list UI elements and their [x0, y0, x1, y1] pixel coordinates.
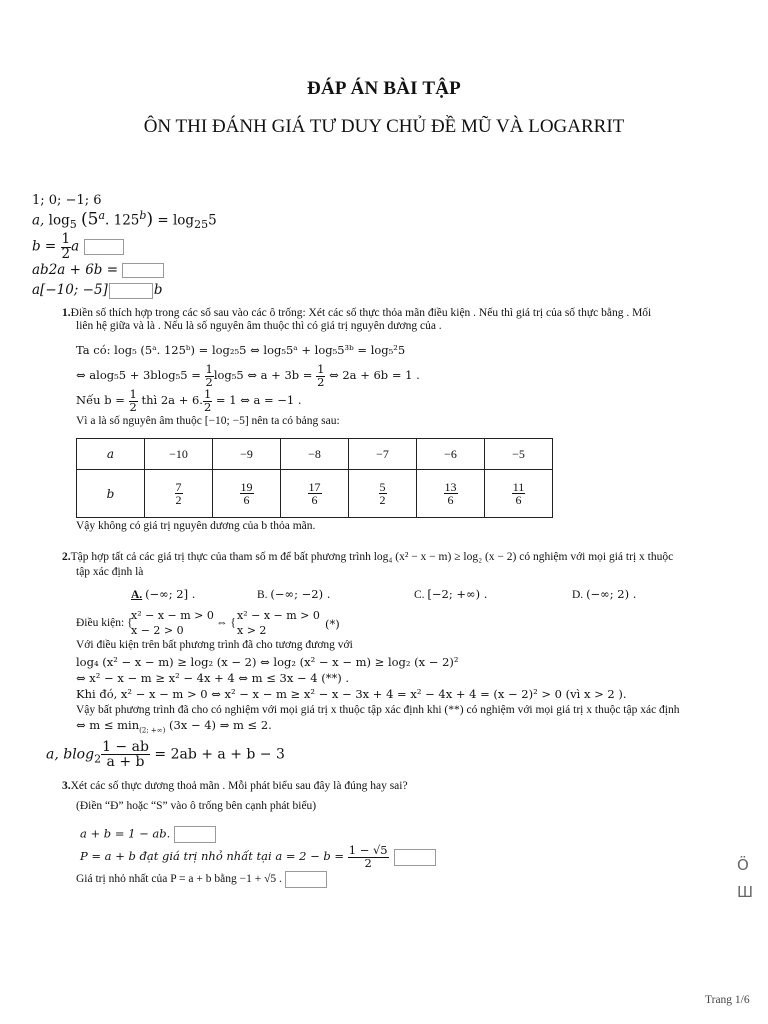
table-cell-a: −8 [281, 439, 349, 470]
question-1-text-line2: liên hệ giữa và là . Nếu là số nguyên âm thuộc thì có giá trị nguyên dương của . [76, 320, 442, 332]
table-row-b [77, 470, 553, 518]
answer-box-1[interactable] [84, 239, 124, 255]
q2-solution-line6: ⇔ $m \le \min_{(2; +\infty)} (3x - 4)$ ⇒ m ≤ 2. [76, 718, 272, 735]
q2-condition-system-2: x² − x − m > 0 x > 2 [237, 609, 320, 637]
q2-option-a[interactable]: A. (−∞; 2] . [131, 587, 196, 601]
question-2-text-line1: 2.Tập hợp tất cả các giá trị thực của tham số m để bất phương trình log₄ (x² − x − m) ≥ log₂ (x − 2) có nghiệm với mọi giá trị x thuộc [62, 551, 674, 563]
cloze-line-a: a, $\log_5 (5^a$. $125^b) = \log_{25}5$ [32, 209, 217, 232]
cloze-line-b: b = $\frac{1}{2}$ a [32, 233, 124, 261]
q1-solution-line2: ⇔ alog₅5 + 3blog₅5 = $\frac{1}{2}$ log₅5 ⇔ a + 3b = $\frac{1}{2}$ ⇔ 2a + 6b = 1 . [76, 362, 420, 389]
question-3-text-line2: (Điền “Đ” hoặc “S” vào ô trống bên cạnh phát biểu) [76, 800, 317, 812]
table-cell-b: $\frac{7}{2}$ [145, 470, 213, 518]
q3-statement-1: a + b = 1 − ab. [80, 826, 216, 843]
q1-solution-line1: Ta có: log₅ (5ᵃ. 125ᵇ) = log₂₅5 ⇔ log₅5ᵃ + log₅5³ᵇ = log₅²5 [76, 343, 406, 357]
answer-box-3[interactable] [109, 283, 153, 299]
cloze-values-line: 1; 0; −1; 6 [32, 193, 102, 208]
q2-condition-star: (*) [325, 617, 340, 631]
page-number: Trang 1/6 [705, 994, 750, 1006]
question-2-text-line2: tập xác định là [76, 566, 144, 578]
q2-condition-equivalent: ⇔ { [216, 617, 236, 629]
document-subtitle: ÔN THI ĐÁNH GIÁ TƯ DUY CHỦ ĐỀ MŨ VÀ LOGARRIT [143, 116, 625, 137]
table-cell-b: $\frac{11}{6}$ [485, 470, 553, 518]
q3-statement-2: P = a + b đạt giá trị nhỏ nhất tại a = 2 − b = $\frac{1 - √5}{2}$ [80, 845, 436, 869]
table-cell-b: $\frac{13}{6}$ [417, 470, 485, 518]
table-cell-b: $\frac{19}{6}$ [213, 470, 281, 518]
table-row-label-b: b [77, 470, 145, 518]
answer-box-2[interactable] [122, 263, 164, 278]
q2-solution-line3: ⇔ x² − x − m ≥ x² − 4x + 4 ⇔ m ≤ 3x − 4 (**) . [76, 671, 350, 685]
table-row-label-a: a [77, 439, 145, 470]
table-cell-b: $\frac{5}{2}$ [349, 470, 417, 518]
q3-answer-box-1[interactable] [174, 826, 216, 843]
cloze-line-interval: a[−10; −5] b [32, 282, 163, 298]
q2-condition-system-1: x² − x − m > 0 x − 2 > 0 [131, 609, 214, 637]
table-row-a [77, 439, 553, 470]
q3-answer-box-3[interactable] [285, 871, 327, 888]
table-cell-a: −7 [349, 439, 417, 470]
q2-option-c[interactable]: C. [−2; +∞) . [414, 587, 488, 601]
table-cell-a: −5 [485, 439, 553, 470]
table-cell-b: $\frac{17}{6}$ [281, 470, 349, 518]
question-3-text-line1: 3.Xét các số thực dương thoả mãn . Mỗi phát biểu sau đây là đúng hay sai? [62, 780, 408, 792]
a-b-value-table [76, 438, 553, 518]
document-title: ĐÁP ÁN BÀI TẬP [307, 78, 461, 99]
q3-statement-3: Giá trị nhỏ nhất của P = a + b bằng −1 + √5 . [76, 871, 327, 888]
q1-solution-line4: Vì a là số nguyên âm thuộc [−10; −5] nên ta có bảng sau: [76, 415, 340, 427]
table-cell-a: −6 [417, 439, 485, 470]
q2-option-b[interactable]: B. (−∞; −2) . [257, 587, 331, 601]
q2-option-d[interactable]: D. (−∞; 2) . [572, 587, 637, 601]
table-cell-a: −10 [145, 439, 213, 470]
q2-solution-line1: Với điều kiện trên bất phương trình đã cho tương đương với [76, 639, 353, 651]
q2-solution-line4: Khi đó, x² − x − m > 0 ⇔ x² − x − m ≥ x² − x − 3x + 4 = x² − 4x + 4 = (x − 2)² > 0 (vì x > 2 ). [76, 687, 627, 701]
q2-solution-line2: log₄ (x² − x − m) ≥ log₂ (x − 2) ⇔ log₂ (x² − x − m) ≥ log₂ (x − 2)² [76, 655, 459, 669]
side-mark-1: Ö [737, 856, 749, 874]
q2-condition-label: Điều kiện: { [76, 617, 133, 629]
cloze-line-c: a, blog$_2$ $\frac{1 - ab}{a + b}$ = 2ab + a + b − 3 [46, 739, 285, 770]
q1-solution-line3: Nếu b = $\frac{1}{2}$ thì 2a + 6. $\frac{1}{2}$ = 1 ⇔ a = −1 . [76, 387, 302, 414]
q3-answer-box-2[interactable] [394, 849, 436, 866]
side-mark-2: Ш [737, 883, 754, 901]
q1-conclusion: Vậy không có giá trị nguyên dương của b thỏa mãn. [76, 520, 316, 532]
q2-solution-line5: Vậy bất phương trình đã cho có nghiệm với mọi giá trị x thuộc tập xác định khi (**) có nghiệm với mọi giá trị x thuộc tập xác định [76, 704, 680, 716]
table-cell-a: −9 [213, 439, 281, 470]
question-1-text-line1: 1.Điền số thích hợp trong các số sau vào các ô trống: Xét các số thực thỏa mãn điều kiện . Nếu thì giá trị của số thực bằng . Mối [62, 307, 652, 319]
cloze-line-ab: ab2a + 6b = [32, 262, 164, 278]
